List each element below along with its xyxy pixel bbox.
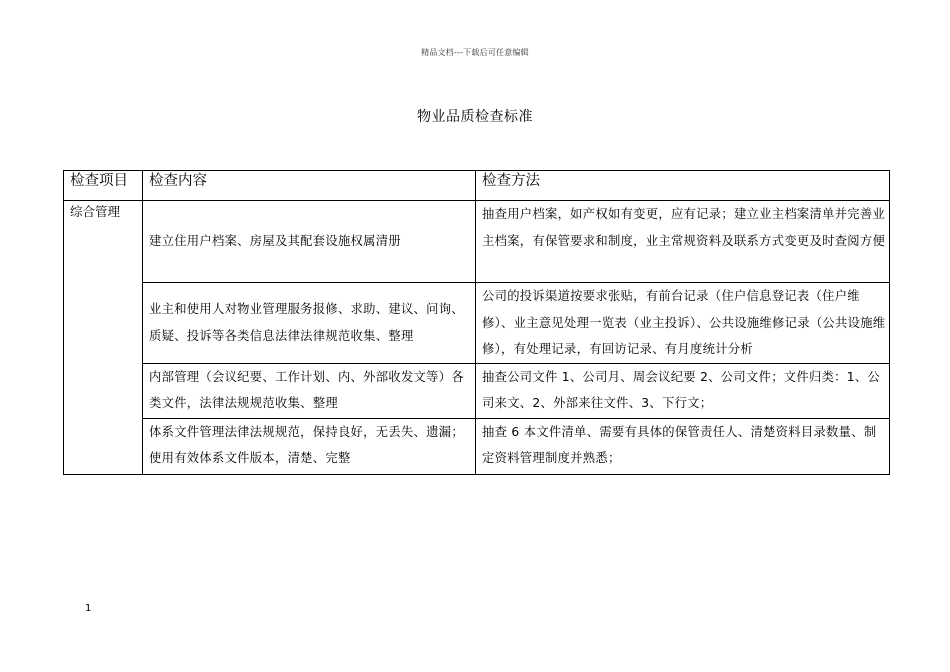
header-note: 精品文档---下载后可任意编辑 (421, 48, 529, 57)
method-cell: 抽查 6 本文件清单、需要有具体的保管责任人、清楚资料目录数量、制定资料管理制度并熟悉； (476, 418, 890, 474)
content-cell: 体系文件管理法律法规规范，保持良好，无丢失、遗漏；使用有效体系文件版本，清楚、完整 (143, 418, 476, 474)
header-inspection-content: 检查内容 (143, 171, 476, 201)
inspection-standard-table (63, 170, 890, 475)
table-row (64, 363, 890, 418)
header-inspection-item: 检查项目 (64, 171, 143, 201)
content-cell: 建立住用户档案、房屋及其配套设施权属清册 (143, 201, 476, 283)
content-cell: 内部管理（会议纪要、工作计划、内、外部收发文等）各类文件，法律法规规范收集、整理 (143, 363, 476, 418)
table-header-row (64, 171, 890, 201)
table-row (64, 283, 890, 364)
page-number: 1 (85, 603, 92, 614)
table-row (64, 418, 890, 474)
method-cell: 公司的投诉渠道按要求张贴，有前台记录（住户信息登记表（住户维修）、业主意见处理一览表（业主投诉）、公共设施维修记录（公共设施维修），有处理记录，有回访记录、有月度统计分析 (476, 283, 890, 364)
content-cell: 业主和使用人对物业管理服务报修、求助、建议、问询、质疑、投诉等各类信息法律法律规范收集、整理 (143, 283, 476, 364)
document-title: 物业品质检查标准 (417, 109, 533, 125)
method-cell: 抽查公司文件 1、公司月、周会议纪要 2、公司文件；文件归类：1、公司来文、2、外部来往文件、3、下行文； (476, 363, 890, 418)
table-row (64, 201, 890, 283)
header-inspection-method: 检查方法 (476, 171, 890, 201)
method-cell: 抽查用户档案，如产权如有变更，应有记录；建立业主档案清单并完善业主档案，有保管要求和制度，业主常规资料及联系方式变更及时查阅方便 (476, 201, 890, 283)
category-cell: 综合管理 (64, 201, 143, 475)
